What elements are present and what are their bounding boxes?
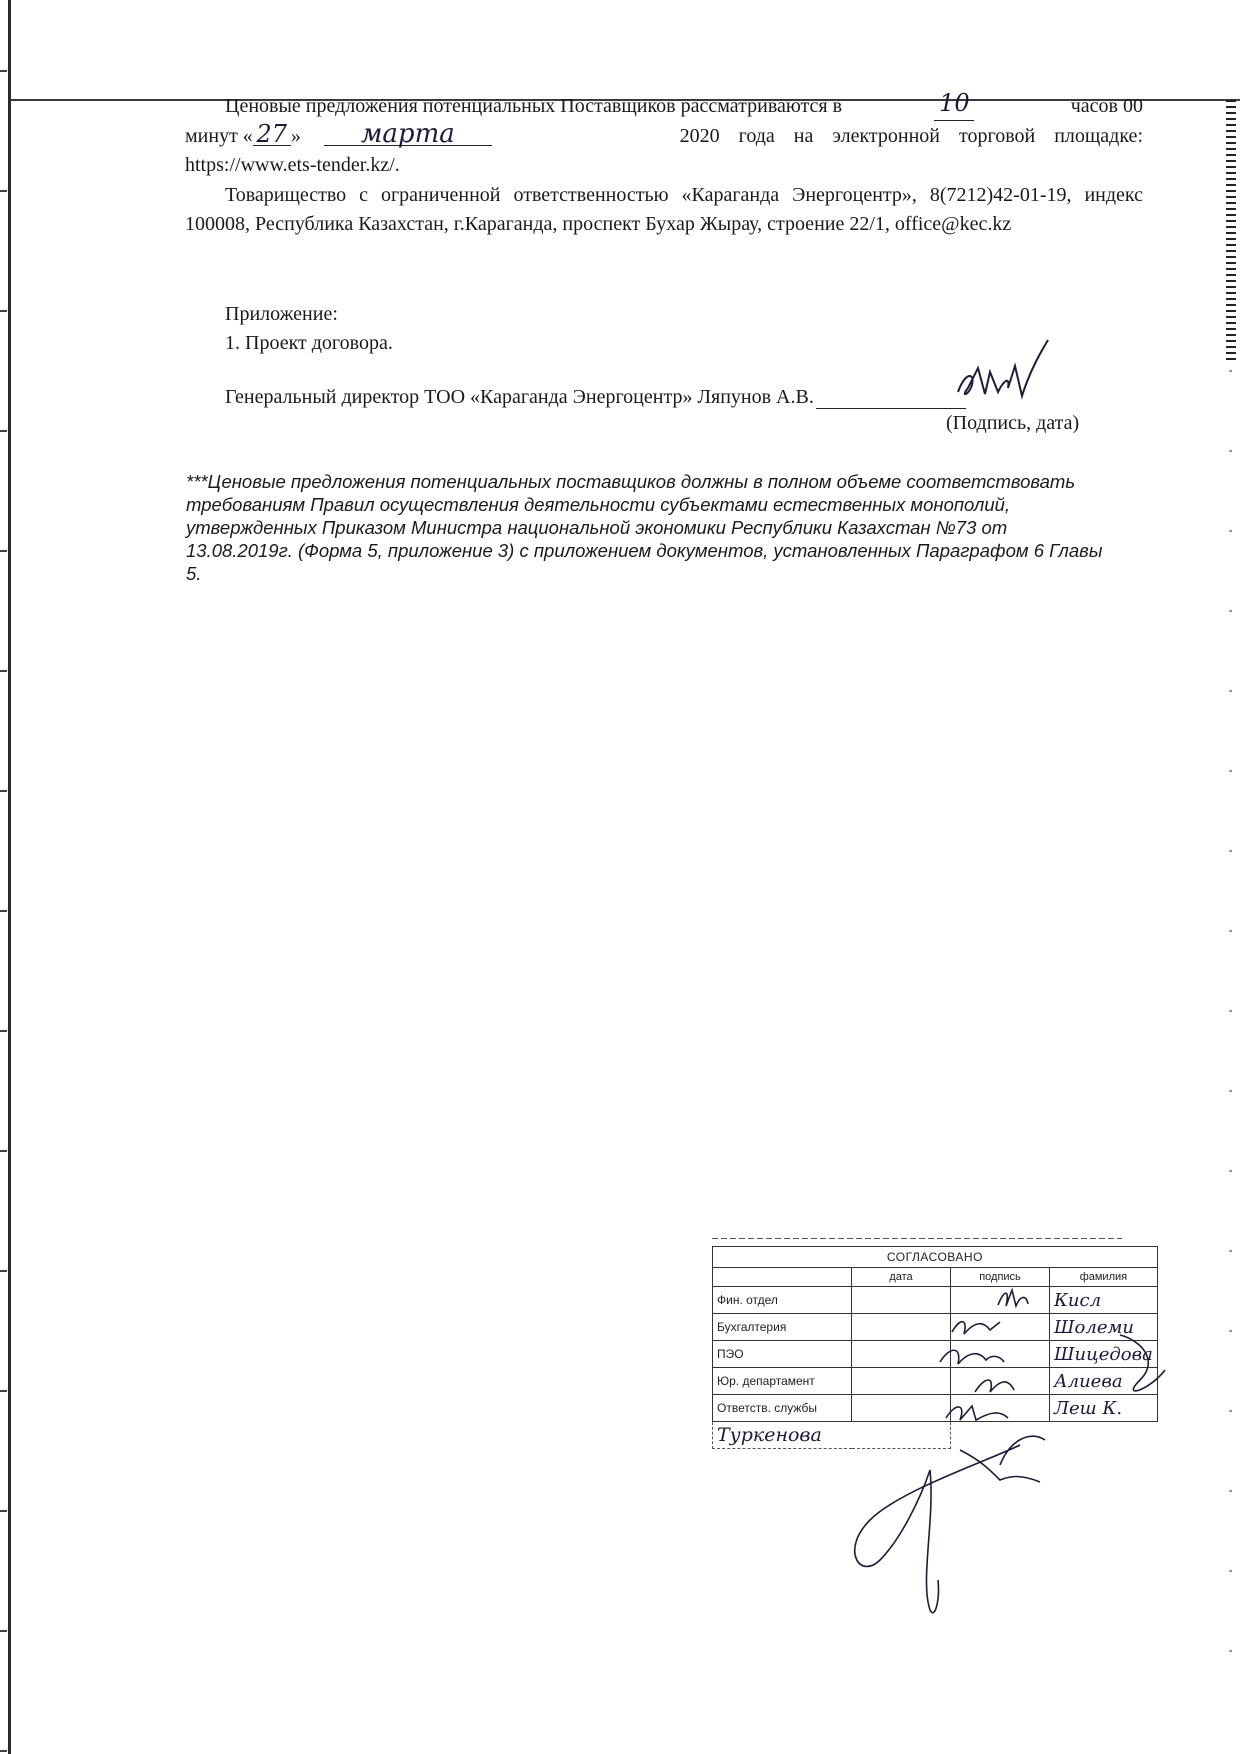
para1-line1-before: Ценовые предложения потенциальных Поставщиков рассматриваются в	[225, 95, 843, 117]
signature-cell	[951, 1368, 1050, 1395]
signatory	[225, 383, 966, 412]
tender-url: https://www.ets-tender.kz/.	[185, 154, 400, 176]
extra-surname: Туркенова	[713, 1422, 951, 1449]
surname-cell: Кисл	[1050, 1287, 1158, 1314]
dept-label: Бухгалтерия	[713, 1314, 852, 1341]
signature-cell	[951, 1395, 1050, 1422]
signature-caption: (Подпись, дата)	[946, 412, 1080, 434]
scan-edge-ticks	[0, 0, 7, 1754]
signature-line	[816, 386, 966, 409]
requirements-note: ***Ценовые предложения потенциальных поставщиков должны в полном объеме соответствовать требованиям Правил осуществления деятельности субъектами естественных монополий, утвержденных Приказом Министра национальной экономики Республики Казахстан №73 от 13.08.2019г. (Форма 5, приложение 3) с приложением документов, установленных Параграфом 6 Главы 5.	[186, 471, 1103, 584]
flourish-signature	[855, 1436, 1045, 1612]
month-handwritten: марта	[324, 123, 492, 146]
scan-edge-left	[8, 0, 11, 1754]
scan-right-dots	[1229, 370, 1232, 1670]
day-handwritten: 27	[253, 123, 291, 146]
signature-cell	[951, 1287, 1050, 1314]
signature-cell	[951, 1341, 1050, 1368]
attachment-item: 1. Проект договора.	[225, 332, 393, 354]
para1-line2	[185, 119, 1143, 151]
date-cell	[852, 1341, 951, 1368]
para1-line2-prefix: минут «	[185, 125, 253, 147]
date-cell	[852, 1314, 951, 1341]
attachment-heading: Приложение:	[225, 303, 338, 325]
approval-table	[712, 1246, 1158, 1449]
date-cell	[852, 1395, 951, 1422]
approval-row	[713, 1314, 1158, 1341]
date-cell	[852, 1287, 951, 1314]
para1-line1-after: часов 00	[1070, 95, 1143, 117]
surname-cell: Леш К.	[1050, 1395, 1158, 1422]
approval-row	[713, 1368, 1158, 1395]
approval-block	[712, 1246, 1158, 1449]
director-signature	[958, 340, 1048, 396]
surname-cell: Шицедова	[1050, 1341, 1158, 1368]
dept-label: Фин. отдел	[713, 1287, 852, 1314]
signature-cell	[951, 1314, 1050, 1341]
col-signature: подпись	[951, 1268, 1050, 1287]
approval-title: СОГЛАСОВАНО	[713, 1247, 1158, 1268]
para1-line2-mid: »	[290, 125, 301, 147]
surname-cell: Шолеми	[1050, 1314, 1158, 1341]
hour-handwritten: 10	[934, 92, 974, 121]
approval-top-rule	[712, 1238, 1122, 1239]
signatory-text: Генеральный директор ТОО «Караганда Энергоцентр» Ляпунов А.В.	[225, 386, 814, 408]
approval-corner	[713, 1268, 852, 1287]
approval-row	[713, 1395, 1158, 1422]
extra-empty	[951, 1422, 1158, 1449]
approval-row-extra	[713, 1422, 1158, 1449]
para1-line2-suffix: 2020 года на электронной торговой площадке:	[679, 125, 1143, 147]
date-cell	[852, 1368, 951, 1395]
dept-label: Юр. департамент	[713, 1368, 852, 1395]
approval-row	[713, 1341, 1158, 1368]
para1-line1	[225, 89, 1143, 121]
surname-cell: Алиева	[1050, 1368, 1158, 1395]
dept-label: ПЭО	[713, 1341, 852, 1368]
dept-label: Ответств. службы	[713, 1395, 852, 1422]
col-date: дата	[852, 1268, 951, 1287]
approval-row	[713, 1287, 1158, 1314]
col-surname: фамилия	[1050, 1268, 1158, 1287]
company-address: Товарищество с ограниченной ответственностью «Караганда Энергоцентр», 8(7212)42-01-19, индекс 100008, Республика Казахстан, г.Караганда, проспект Бухар Жырау, строение 22/1, office@kec.kz	[185, 184, 1143, 235]
scan-right-marks	[1226, 100, 1236, 360]
